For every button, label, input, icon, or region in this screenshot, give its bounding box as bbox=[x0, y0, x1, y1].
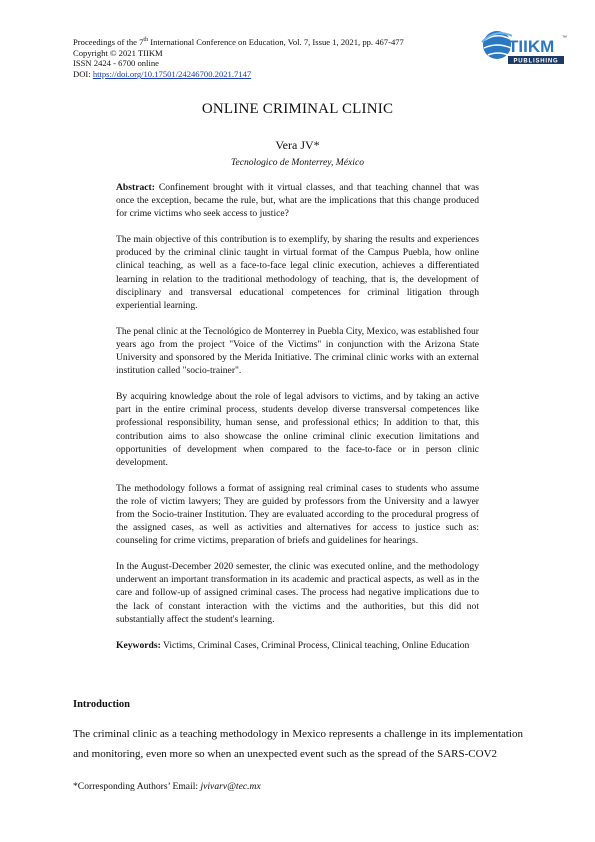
tiikm-publishing-logo bbox=[480, 22, 570, 72]
logo-publishing: PUBLISHING bbox=[513, 58, 559, 65]
doi-line: DOI: https://doi.org/10.17501/24246700.2021.7147 bbox=[73, 69, 252, 80]
logo-tm: ™ bbox=[562, 35, 567, 41]
abstract-paragraph: The main objective of this contribution is to exemplify, by sharing the results and experiences produced by the criminal clinic taught in virtual format of the Campus Puebla, how online clinical teaching, as well as a face-to-face legal clinic execution, achieves a differentiated learning in relation to the traditional methodology of teaching, that is, the development of disciplinary and transversal educational competences for criminal litigation through experiential learning. bbox=[116, 234, 479, 311]
abstract-paragraph: By acquiring knowledge about the role of legal advisors to victims, and by taking an active part in the entire criminal process, students develop diverse transversal competences like professional responsibility, human sense, and professional ethics; In addition to that, this contribution aims to also showcase the online criminal clinic execution limitations and opportunities of development when compared to the face-to-face or in person clinic development. bbox=[116, 391, 479, 468]
proceedings-line: Proceedings of the 7th International Conference on Education, Vol. 7, Issue 1, 2021, pp. 467-477 bbox=[73, 36, 404, 47]
abstract-paragraph: In the August-December 2020 semester, the clinic was executed online, and the methodology underwent an important transformation in its academic and practical aspects, as well as in the care and follow-up of assigned criminal cases. The process had negative implications due to the lack of constant interaction with the victims and the authorities, but this did not substantially affect the student's learning. bbox=[116, 561, 479, 625]
copyright-line: Copyright © 2021 TIIKM bbox=[73, 47, 163, 58]
paper-title: ONLINE CRIMINAL CLINIC bbox=[201, 101, 394, 117]
author-email: jvivarv@tec.mx bbox=[200, 781, 261, 792]
issn-line: ISSN 2424 - 6700 online bbox=[73, 58, 159, 69]
introduction-text bbox=[73, 724, 523, 764]
proceedings-header bbox=[73, 35, 404, 80]
abstract-section bbox=[116, 181, 479, 665]
introduction-paragraph: The criminal clinic as a teaching methodology in Mexico represents a challenge in its implementation and monitoring, even more so when an unexpected event such as the spread of the SARS-COV2 bbox=[73, 728, 523, 760]
introduction-heading: Introduction bbox=[73, 699, 130, 710]
keywords: Keywords: Victims, Criminal Cases, Criminal Process, Clinical teaching, Online Education bbox=[116, 639, 470, 651]
abstract-paragraph: The methodology follows a format of assigning real criminal cases to students who assume the role of victim lawyers; They are guided by professors from the University and a lawyer from the Socio-trainer Institution. They are evaluated according to the procedural progress of the assigned cases, as well as activities and alternatives for access to justice such as: counseling for crime victims, preparation of briefs and guidelines for hearings. bbox=[116, 482, 479, 547]
doi-link[interactable]: https://doi.org/10.17501/24246700.2021.7147 bbox=[92, 69, 252, 80]
abstract-paragraph: The penal clinic at the Tecnológico de Monterrey in Puebla City, Mexico, was established four years ago from the project "Voice of the Victims" in conjunction with the Arizona State University and sponsored by the Merida Initiative. The criminal clinic works with an external institution called "socio-trainer". bbox=[116, 325, 479, 377]
abstract-paragraph: Abstract: Confinement brought with it virtual classes, and that teaching channel that was once the exception, became the rule, but, what are the implications that this change produced for crime victims who seek access to justice? bbox=[116, 182, 479, 220]
author-affiliation: Tecnologico de Monterrey, México bbox=[230, 157, 365, 168]
logo-wordmark: TIIKM bbox=[508, 37, 555, 56]
corresponding-author-footnote: *Corresponding Authors’ Email: jvivarv@tec.mx bbox=[73, 781, 261, 792]
paper-author: Vera JV* bbox=[275, 138, 320, 152]
